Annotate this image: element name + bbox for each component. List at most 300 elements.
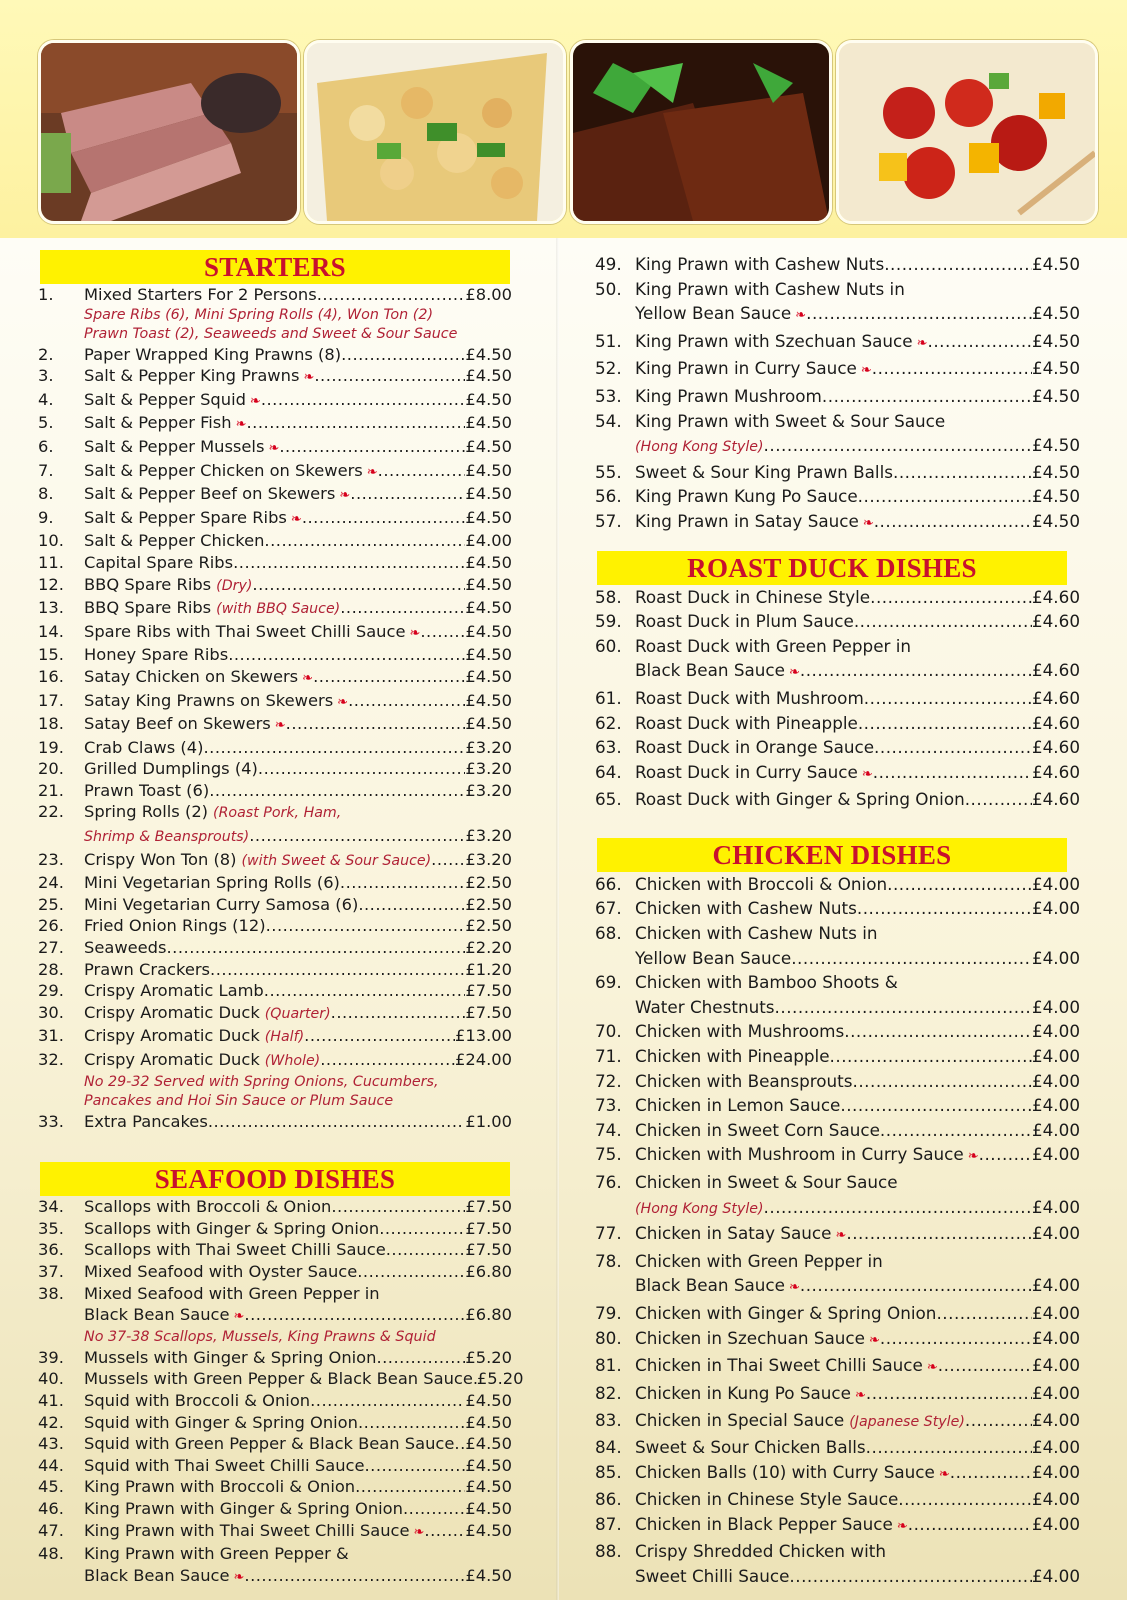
item-number: 33. (38, 1111, 64, 1131)
dot-leader (791, 946, 1032, 971)
item-number: 8. (38, 484, 54, 504)
item-price: £2.20 (465, 938, 512, 958)
item-name: Salt & Pepper Squid (84, 389, 246, 409)
item-number: 75. (595, 1144, 622, 1165)
dot-leader (840, 1093, 1032, 1118)
item-note: (Dry) (216, 577, 253, 594)
menu-item-row (38, 1347, 512, 1369)
item-name: Chicken with Green Pepper in (635, 1250, 883, 1271)
item-name: Capital Spare Ribs (84, 552, 234, 572)
dot-leader (893, 460, 1032, 485)
dot-leader (846, 1221, 1032, 1246)
item-name: Mixed Starters For 2 Persons (84, 285, 317, 304)
item-name: Chicken with Bamboo Shoots & (635, 972, 898, 993)
item-note-cont: (Hong Kong Style) (635, 1200, 764, 1217)
menu-item-row (595, 686, 1080, 711)
item-price: £4.00 (1031, 1565, 1080, 1586)
chili-pepper-icon: ❧ (795, 308, 807, 324)
menu-item-row (38, 713, 512, 737)
menu-item-row (595, 1512, 1080, 1540)
item-number: 19. (38, 737, 64, 757)
menu-item-row (595, 329, 1080, 357)
chili-pepper-icon: ❧ (268, 440, 280, 456)
right-column (595, 252, 1080, 1589)
item-name: Salt & Pepper Chicken on Skewers (84, 460, 363, 480)
item-number: 39. (38, 1347, 64, 1367)
menu-item-row (38, 1002, 512, 1026)
item-price: £4.50 (465, 1477, 512, 1497)
menu-item-row (38, 389, 512, 413)
chili-pepper-icon: ❧ (861, 766, 873, 782)
item-name: Crispy Won Ton (8) (84, 849, 237, 869)
item-price: £4.50 (465, 436, 512, 456)
item-name: Salt & Pepper Fish (84, 413, 232, 433)
dot-leader (789, 1564, 1032, 1589)
item-name: Prawn Toast (6) (84, 780, 210, 800)
item-number: 17. (38, 690, 64, 710)
item-price: £6.80 (465, 1261, 512, 1281)
item-name: King Prawn in Satay Sauce (635, 510, 859, 531)
chili-pepper-icon: ❧ (413, 1524, 425, 1540)
item-price: £4.50 (465, 1434, 512, 1454)
item-name-cont: Black Bean Sauce (635, 660, 785, 681)
item-name: Chicken with Cashew Nuts in (635, 923, 878, 944)
item-name-cont: Black Bean Sauce (635, 1275, 785, 1296)
menu-item-row (38, 574, 512, 598)
menu-item-row-cont (605, 301, 1080, 329)
item-price: £4.50 (1031, 385, 1080, 406)
item-name: Squid with Thai Sweet Chilli Sauce (84, 1455, 365, 1475)
item-number: 83. (595, 1410, 622, 1431)
dot-leader (858, 711, 1032, 736)
chili-pepper-icon: ❧ (868, 1332, 880, 1348)
item-number: 43. (38, 1434, 64, 1454)
dot-leader (355, 1476, 465, 1498)
menu-item-row (595, 609, 1080, 634)
item-price: £4.00 (1031, 1302, 1080, 1323)
dot-leader (880, 1118, 1032, 1143)
dot-leader (454, 1433, 465, 1455)
item-note: (Roast Pork, Ham, (213, 805, 342, 822)
dot-leader (340, 597, 465, 619)
dot-leader (167, 937, 466, 959)
menu-item-row (595, 970, 1080, 995)
item-price: £4.00 (1031, 1513, 1080, 1534)
item-number: 7. (38, 460, 54, 480)
chili-pepper-icon: ❧ (916, 335, 928, 351)
item-name: Salt & Pepper Chicken (84, 531, 265, 551)
item-price: £4.50 (465, 1565, 512, 1585)
item-name-cont: Yellow Bean Sauce (635, 303, 792, 324)
roast-duck-header: ROAST DUCK DISHES (597, 551, 1067, 585)
item-number: 71. (595, 1046, 622, 1067)
dot-leader (830, 1044, 1032, 1069)
item-name: Roast Duck with Mushroom (635, 687, 864, 708)
dot-leader (866, 1435, 1032, 1460)
menu-item-row (38, 507, 512, 531)
item-price: £4.00 (1031, 1196, 1080, 1217)
item-name: King Prawn with Sweet & Sour Sauce (635, 410, 946, 431)
item-price: £4.50 (1031, 435, 1080, 456)
item-number: 80. (595, 1327, 622, 1348)
item-number: 41. (38, 1390, 64, 1410)
item-number: 21. (38, 780, 64, 800)
item-name: Fried Onion Rings (12) (84, 916, 266, 936)
dot-leader (800, 1273, 1032, 1298)
item-number: 81. (595, 1355, 622, 1376)
item-price: £4.00 (1031, 1095, 1080, 1116)
menu-item-row-cont (38, 1565, 512, 1589)
dot-leader (764, 1195, 1032, 1220)
kung-po-chicken-photo (304, 40, 566, 224)
item-price: £4.50 (465, 714, 512, 734)
menu-item-row (38, 1390, 512, 1412)
item-description: No 29-32 Served with Spring Onions, Cucumbers, (84, 1073, 439, 1090)
item-name: Crab Claws (4) (84, 737, 204, 757)
menu-item-row (38, 483, 512, 507)
menu-item-row (38, 1111, 512, 1133)
menu-item-row (38, 758, 512, 780)
chili-pepper-icon: ❧ (788, 665, 800, 681)
starters-header: STARTERS (40, 250, 510, 284)
menu-item-row (595, 634, 1080, 659)
item-name: King Prawn with Broccoli & Onion (84, 1477, 356, 1497)
item-price: £4.00 (1031, 996, 1080, 1017)
item-number: 82. (595, 1382, 622, 1403)
item-number: 31. (38, 1026, 64, 1046)
item-name: Chicken with Mushroom in Curry Sauce (635, 1144, 964, 1165)
item-price: £3.20 (465, 737, 512, 757)
dot-leader (908, 1512, 1032, 1537)
dot-leader (424, 1520, 465, 1542)
item-price: £4.50 (465, 389, 512, 409)
menu-item-row (595, 1487, 1080, 1512)
item-number: 38. (38, 1283, 64, 1303)
dot-leader (872, 356, 1032, 381)
item-number: 68. (595, 923, 622, 944)
item-name: Extra Pancakes (84, 1111, 208, 1131)
menu-item-row (38, 737, 512, 759)
item-name-cont: Black Bean Sauce (84, 1565, 230, 1585)
chili-pepper-icon: ❧ (235, 417, 247, 433)
item-number: 69. (595, 972, 622, 993)
item-note: (with Sweet & Sour Sauce) (241, 852, 432, 869)
item-price: £4.50 (465, 1390, 512, 1410)
item-name: Chicken Balls (10) with Curry Sauce (635, 1461, 935, 1482)
item-price: £4.00 (1031, 1144, 1080, 1165)
dot-leader (266, 915, 466, 937)
item-name: Squid with Broccoli & Onion (84, 1390, 311, 1410)
item-name: King Prawn with Green Pepper & (84, 1544, 349, 1564)
menu-item-row (38, 1433, 512, 1455)
dot-leader (314, 365, 465, 387)
item-name: BBQ Spare Ribs (84, 598, 212, 618)
item-number: 61. (595, 687, 622, 708)
item-number: 13. (38, 598, 64, 618)
item-name: Satay Chicken on Skewers (84, 666, 299, 686)
item-number: 28. (38, 959, 64, 979)
item-number: 67. (595, 898, 622, 919)
dot-leader (854, 609, 1032, 634)
item-name: Chicken in Satay Sauce (635, 1223, 832, 1244)
item-number: 37. (38, 1261, 64, 1281)
chili-pepper-icon: ❧ (249, 393, 261, 409)
dot-leader (775, 995, 1032, 1020)
item-price: £4.60 (1031, 611, 1080, 632)
menu-item-row (595, 1326, 1080, 1354)
item-number: 3. (38, 366, 54, 386)
item-price: £24.00 (455, 1050, 512, 1069)
dot-leader (340, 872, 465, 894)
item-name: King Prawn with Ginger & Spring Onion (84, 1498, 403, 1518)
dot-leader (800, 658, 1032, 683)
item-number: 14. (38, 621, 64, 641)
starters-list (38, 284, 512, 1132)
menu-item-row (38, 460, 512, 484)
menu-item-row (38, 1498, 512, 1520)
menu-item-row (38, 644, 512, 666)
item-price: £13.00 (455, 1026, 512, 1046)
item-name: Satay Beef on Skewers (84, 714, 271, 734)
item-number: 16. (38, 666, 64, 686)
dot-leader (279, 436, 465, 458)
item-name: Roast Duck with Ginger & Spring Onion (635, 789, 965, 810)
dot-leader (358, 894, 465, 916)
item-name: King Prawn Kung Po Sauce (635, 486, 858, 507)
dot-leader (874, 735, 1032, 760)
item-description: Pancakes and Hoi Sin Sauce or Plum Sauce (84, 1092, 394, 1109)
item-price: £7.50 (465, 1218, 512, 1238)
item-price: £4.00 (1031, 1070, 1080, 1091)
king-prawn-list (595, 252, 1080, 537)
item-number: 85. (595, 1461, 622, 1482)
item-price: £7.50 (465, 1002, 512, 1022)
item-name: Salt & Pepper Beef on Skewers (84, 484, 336, 504)
item-price: £4.00 (1031, 1489, 1080, 1510)
item-name: Spring Rolls (2) (84, 802, 209, 822)
item-description: Spare Ribs (6), Mini Spring Rolls (4), Won Ton (2) (84, 306, 434, 323)
item-name: Crispy Aromatic Duck (84, 1002, 260, 1022)
item-number: 87. (595, 1513, 622, 1534)
dot-leader (764, 433, 1032, 458)
menu-item-row (595, 1019, 1080, 1044)
item-number: 27. (38, 938, 64, 958)
item-price: £4.50 (465, 1520, 512, 1540)
dot-leader (858, 484, 1032, 509)
item-name: Mussels with Ginger & Spring Onion (84, 1347, 377, 1367)
dot-leader (331, 1196, 465, 1218)
chili-pepper-icon: ❧ (967, 1149, 979, 1165)
menu-item-row (38, 937, 512, 959)
item-number: 22. (38, 802, 64, 822)
dot-leader (313, 666, 465, 688)
item-number: 74. (595, 1119, 622, 1140)
dot-leader (310, 1390, 465, 1412)
dot-leader (884, 252, 1032, 277)
chicken-header: CHICKEN DISHES (597, 838, 1067, 872)
item-note: (Whole) (264, 1053, 321, 1069)
item-note-cont: (Hong Kong Style) (635, 439, 764, 456)
item-number: 24. (38, 873, 64, 893)
item-name: Crispy Aromatic Lamb (84, 981, 264, 1001)
item-name: BBQ Spare Ribs (84, 574, 212, 594)
item-name: Squid with Green Pepper & Black Bean Sauce (84, 1434, 455, 1454)
dot-leader (376, 1347, 465, 1369)
item-price: £4.00 (1031, 873, 1080, 894)
item-name: Salt & Pepper Spare Ribs (84, 507, 287, 527)
item-name: Roast Duck with Pineapple (635, 712, 858, 733)
item-name: Squid with Ginger & Spring Onion (84, 1412, 358, 1432)
item-number: 51. (595, 330, 622, 351)
menu-item-row-cont (605, 658, 1080, 686)
item-name: King Prawn with Cashew Nuts in (635, 278, 905, 299)
menu-item-row (38, 666, 512, 690)
dot-leader (210, 959, 465, 981)
menu-item-row (38, 1476, 512, 1498)
item-price: £4.50 (465, 552, 512, 572)
item-price: £4.50 (465, 1498, 512, 1518)
menu-item-row (38, 552, 512, 574)
item-number: 52. (595, 358, 622, 379)
item-name: Mini Vegetarian Spring Rolls (6) (84, 873, 340, 893)
menu-item-row-cont (605, 1564, 1080, 1589)
roast-duck-photo (38, 40, 300, 224)
item-number: 34. (38, 1197, 64, 1217)
page-fold (556, 238, 559, 1600)
item-price: £4.50 (1031, 303, 1080, 324)
menu-item-row (38, 894, 512, 916)
menu-item-row-cont (605, 946, 1080, 971)
item-name: Satay King Prawns on Skewers (84, 690, 334, 710)
dot-leader (844, 1019, 1032, 1044)
item-price: £5.20 (465, 1347, 512, 1367)
item-price: £7.50 (465, 1240, 512, 1260)
item-name-cont: Water Chestnuts (635, 996, 775, 1017)
menu-item-row-cont (38, 825, 512, 849)
item-price: £4.00 (1031, 1327, 1080, 1348)
dot-leader (252, 574, 465, 596)
menu-item-row-cont (38, 1304, 512, 1328)
item-price: £4.60 (1031, 660, 1080, 681)
chili-pepper-icon: ❧ (862, 515, 874, 531)
item-number: 47. (38, 1520, 64, 1540)
seafood-list (38, 1196, 524, 1588)
chili-pepper-icon: ❧ (788, 1280, 800, 1296)
chili-pepper-icon: ❧ (302, 670, 314, 686)
menu-item-row (595, 711, 1080, 736)
item-name: Roast Duck in Plum Sauce (635, 611, 854, 632)
item-price: £4.50 (465, 344, 512, 364)
chili-pepper-icon: ❧ (337, 694, 349, 710)
item-number: 42. (38, 1412, 64, 1432)
dot-leader (209, 780, 465, 802)
chili-pepper-icon: ❧ (835, 1228, 847, 1244)
menu-item-row-cont (605, 433, 1080, 460)
chili-pepper-icon: ❧ (926, 1360, 938, 1376)
chili-pepper-icon: ❧ (303, 370, 315, 386)
dot-leader (857, 896, 1032, 921)
dot-leader (244, 1565, 465, 1587)
item-number: 56. (595, 486, 622, 507)
item-price: £7.50 (465, 981, 512, 1001)
menu-item-row (595, 1221, 1080, 1249)
item-name: Chicken with Ginger & Spring Onion (635, 1302, 937, 1323)
dot-leader (348, 690, 465, 712)
menu-item-row (38, 621, 512, 645)
item-name: Mini Vegetarian Curry Samosa (6) (84, 894, 359, 914)
item-number: 62. (595, 712, 622, 733)
item-number: 18. (38, 714, 64, 734)
dot-leader (880, 1326, 1032, 1351)
item-price: £4.50 (465, 666, 512, 686)
item-price: £2.50 (465, 894, 512, 914)
item-price: £4.00 (1031, 898, 1080, 919)
item-price: £4.60 (1031, 761, 1080, 782)
menu-item-row (38, 344, 512, 366)
item-number: 46. (38, 1498, 64, 1518)
item-name: Grilled Dumplings (4) (84, 759, 258, 779)
dot-leader (928, 329, 1032, 354)
item-number: 59. (595, 611, 622, 632)
menu-item-row (595, 1460, 1080, 1488)
dot-leader (979, 1142, 1032, 1167)
item-number: 58. (595, 586, 622, 607)
item-price: £3.20 (465, 780, 512, 800)
dot-leader (331, 1002, 466, 1024)
menu-item-row (38, 284, 512, 306)
dot-leader (247, 412, 466, 434)
item-name: Chicken with Broccoli & Onion (635, 873, 888, 894)
dot-leader (249, 825, 465, 847)
item-price: £4.00 (1031, 1382, 1080, 1403)
menu-item-row (595, 872, 1080, 897)
item-description: No 37-38 Scallops, Mussels, King Prawns & Squid (84, 1328, 436, 1345)
item-number: 26. (38, 916, 64, 936)
menu-item-row (595, 1170, 1080, 1195)
item-number: 55. (595, 461, 622, 482)
item-name: Seaweeds (84, 938, 167, 958)
item-number: 35. (38, 1218, 64, 1238)
dot-leader (420, 621, 465, 643)
menu-item-row (38, 1283, 512, 1305)
item-number: 32. (38, 1050, 64, 1069)
chili-pepper-icon: ❧ (274, 718, 286, 734)
item-price: £4.50 (1031, 486, 1080, 507)
menu-item-row (595, 1353, 1080, 1381)
item-number: 4. (38, 389, 54, 409)
item-note-cont: Shrimp & Beansprouts) (84, 829, 250, 846)
item-price: £4.50 (465, 690, 512, 710)
menu-item-row (38, 530, 512, 552)
menu-item-row (38, 849, 512, 873)
item-price: £4.50 (465, 507, 512, 527)
item-name: Roast Duck in Chinese Style (635, 586, 871, 607)
dot-leader (386, 1239, 466, 1261)
menu-item-row (38, 365, 512, 389)
dot-leader (866, 1381, 1032, 1406)
item-name: Mixed Seafood with Green Pepper in (84, 1283, 380, 1303)
item-name: King Prawn with Cashew Nuts (635, 254, 885, 274)
menu-item-row (595, 460, 1080, 485)
item-name: Crispy Aromatic Duck (84, 1050, 260, 1069)
chili-pepper-icon: ❧ (896, 1518, 908, 1534)
item-name: Crispy Shredded Chicken with (635, 1541, 886, 1562)
item-price: £7.50 (465, 1197, 512, 1217)
item-name: Chicken with Mushrooms (635, 1021, 845, 1042)
item-name: King Prawn in Curry Sauce (635, 358, 857, 379)
item-number: 11. (38, 552, 64, 572)
item-price: £4.00 (1031, 1355, 1080, 1376)
